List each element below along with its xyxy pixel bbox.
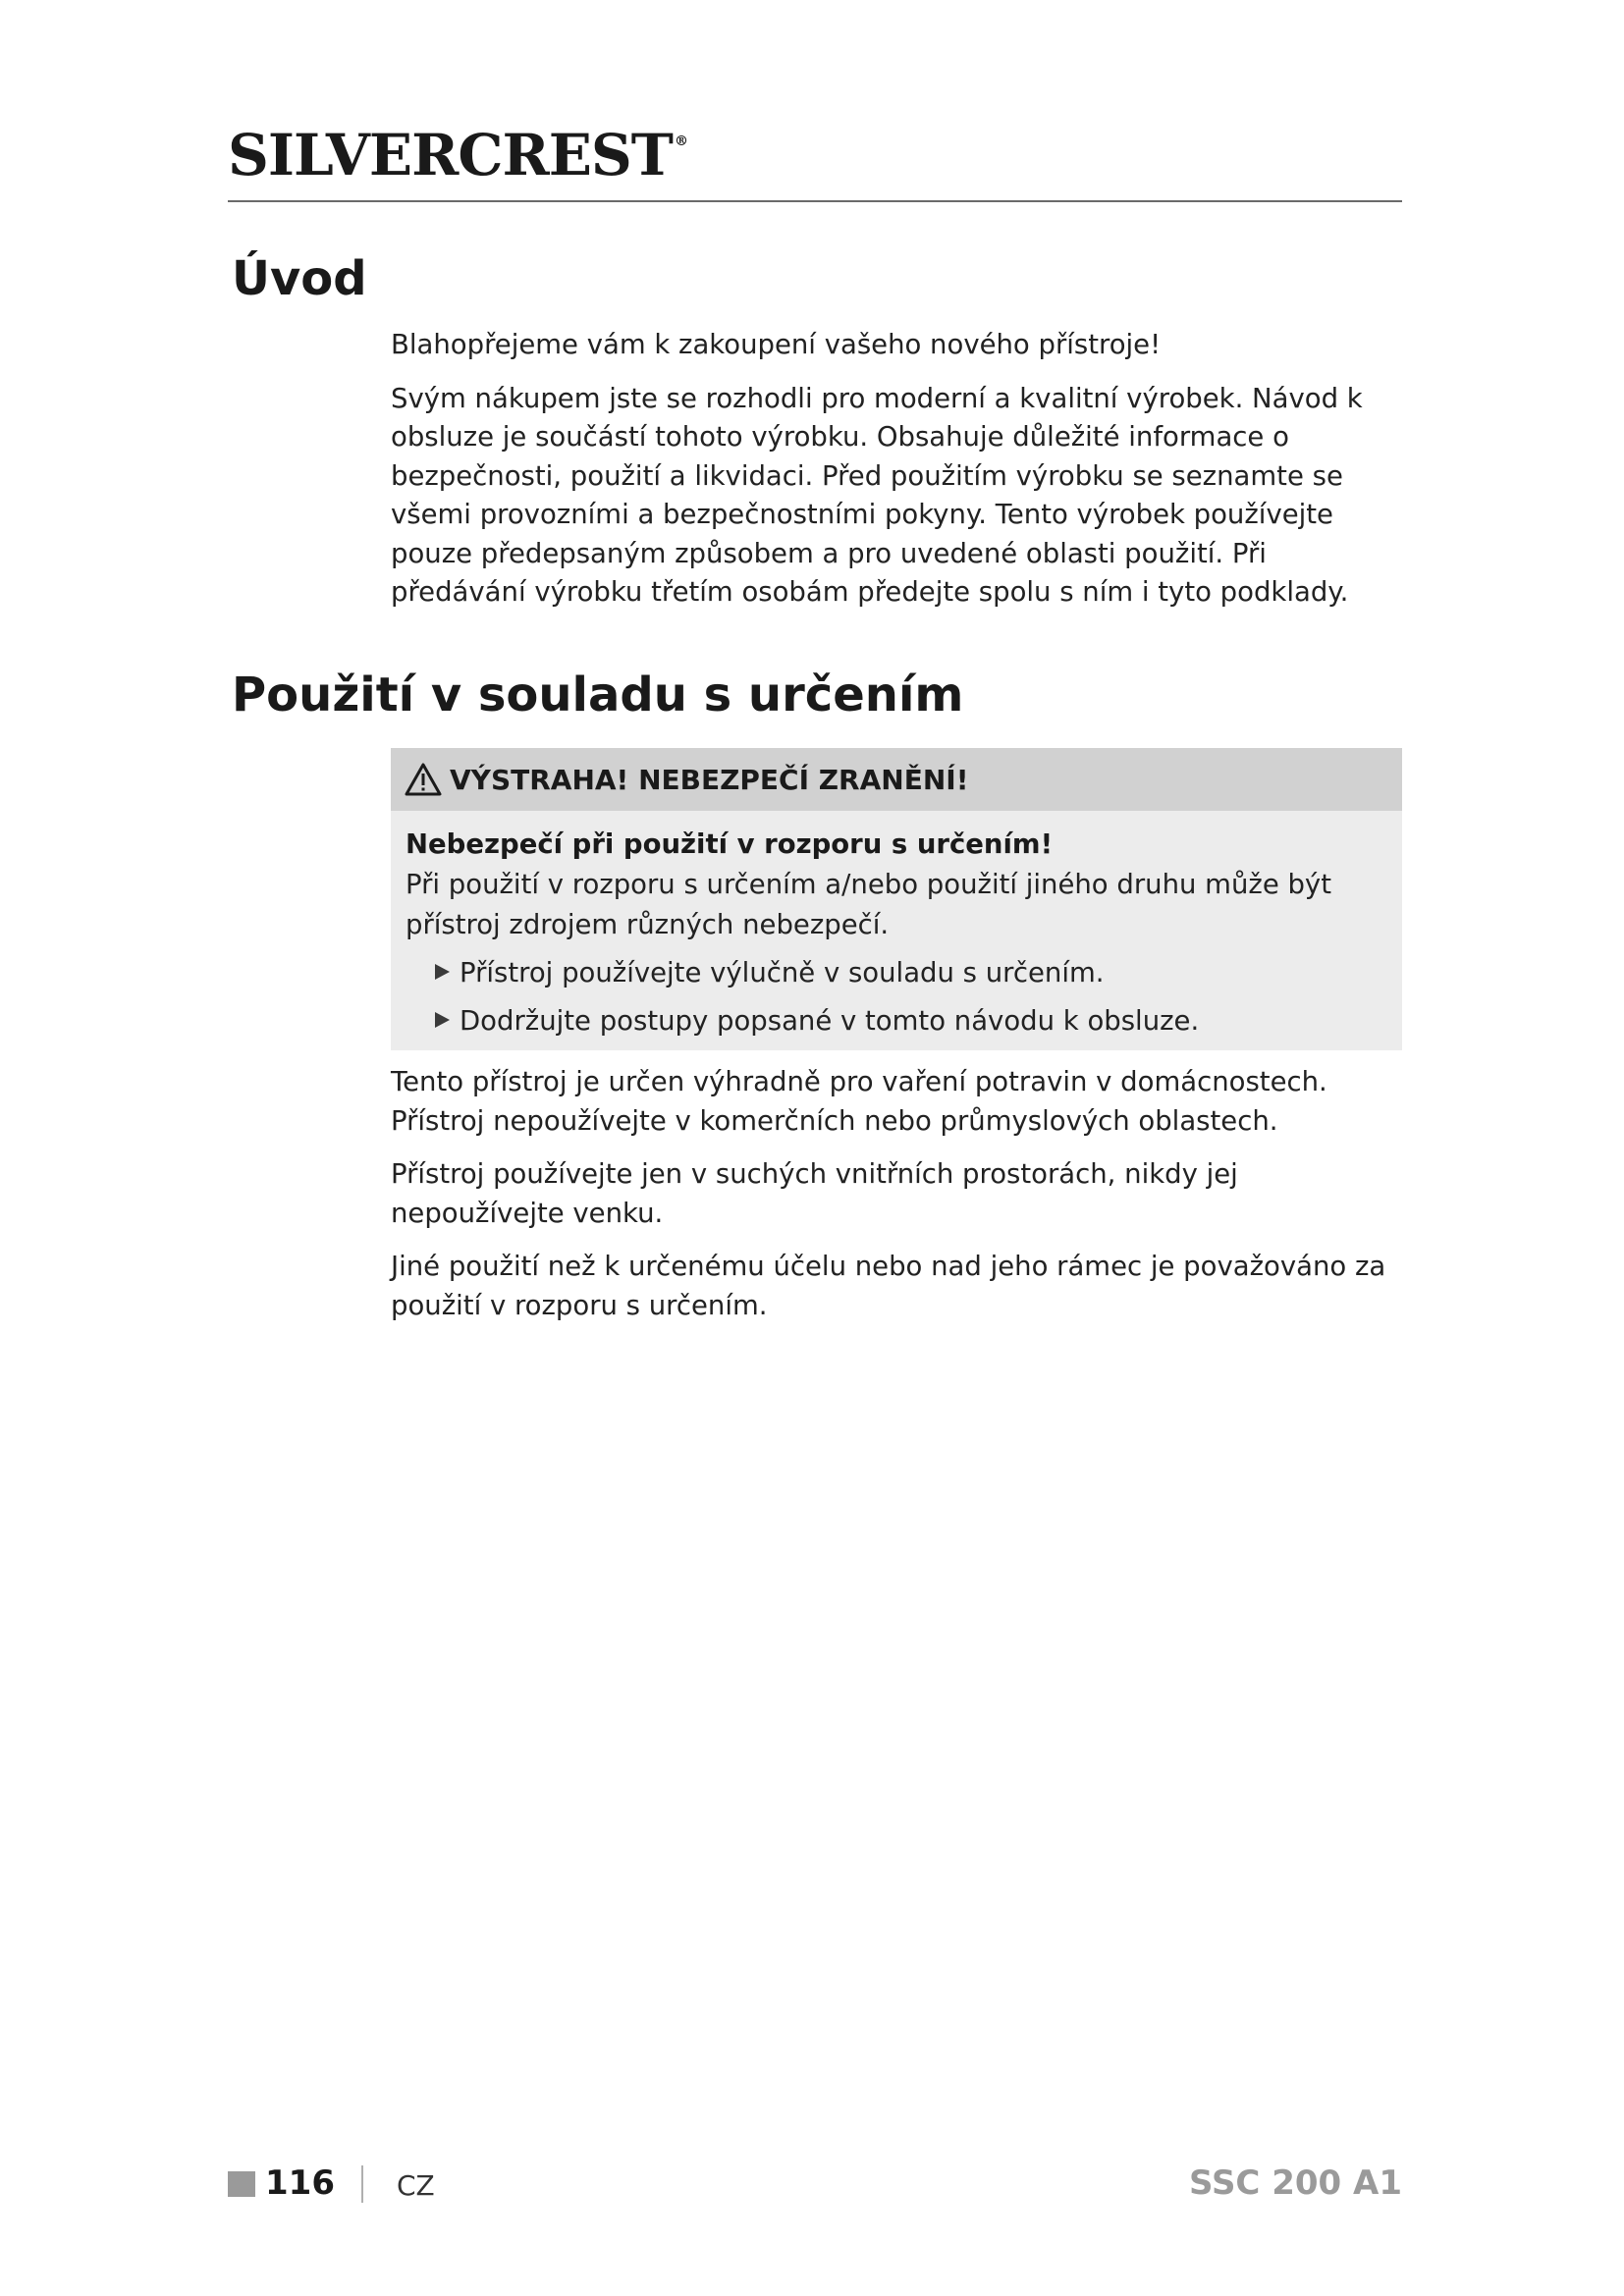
bullet-arrow-icon [435, 964, 450, 980]
brand-logo [228, 122, 687, 188]
warning-header-text: VÝSTRAHA! NEBEZPEČÍ ZRANĚNÍ! [450, 763, 969, 796]
warning-bullet [406, 953, 1388, 993]
registered-mark: ® [674, 133, 687, 149]
intro-paragraph: Svým nákupem jste se rozhodli pro moderní a kvalitní výrobek. Návod k obsluze je součástí tohoto výrobku. Obsahuje důležité informace o bezpečnosti, použití a likvidaci. Před použitím výrobku se seznamte se všemi provozními a bezpečnostními pokyny. Tento výrobek používejte pouze předepsaným způsobem a pro uvedené oblasti použití. Při předávání výrobku třetím osobám předejte spolu s ním i tyto podklady. [391, 382, 1363, 608]
intro-paragraph: Blahopřejeme vám k zakoupení vašeho nového přístroje! [391, 329, 1162, 360]
warning-bullet-text: Dodržujte postupy popsané v tomto návodu k obsluze. [460, 1005, 1200, 1037]
header-divider [228, 200, 1402, 202]
intro-text [391, 326, 1404, 613]
intended-use-text [391, 1063, 1404, 1325]
page-number: 116 [265, 2163, 335, 2203]
bullet-arrow-icon [435, 1012, 450, 1028]
use-paragraph: Jiné použití než k určenému účelu nebo nad jeho rámec je považováno za použití v rozporu s určením. [391, 1251, 1386, 1321]
section-title-intended-use: Použití v souladu s určením [232, 667, 964, 722]
warning-body [391, 811, 1402, 1041]
page-footer [228, 2160, 1402, 2209]
warning-text: Při použití v rozporu s určením a/nebo použití jiného druhu může být přístroj zdrojem různých nebezpečí. [406, 869, 1331, 940]
footer-square-icon [228, 2171, 255, 2197]
footer-separator [361, 2165, 363, 2203]
section-title-intro: Úvod [232, 251, 367, 306]
footer-language: CZ [397, 2169, 435, 2202]
warning-bullet-text: Přístroj používejte výlučně v souladu s určením. [460, 957, 1105, 988]
warning-bullet [406, 1001, 1388, 1041]
brand-logo-text: SILVERCREST [228, 122, 673, 188]
warning-header [391, 748, 1402, 811]
footer-model: SSC 200 A1 [1188, 2163, 1402, 2203]
warning-box [391, 748, 1402, 1050]
warning-triangle-icon [405, 763, 442, 796]
use-paragraph: Tento přístroj je určen výhradně pro vaření potravin v domácnostech. Přístroj nepoužívejte v komerčních nebo průmyslových oblastech. [391, 1066, 1327, 1137]
use-paragraph: Přístroj používejte jen v suchých vnitřních prostorách, nikdy jej nepoužívejte venku. [391, 1158, 1238, 1229]
warning-subheading: Nebezpečí při použití v rozporu s určením! [406, 828, 1054, 860]
